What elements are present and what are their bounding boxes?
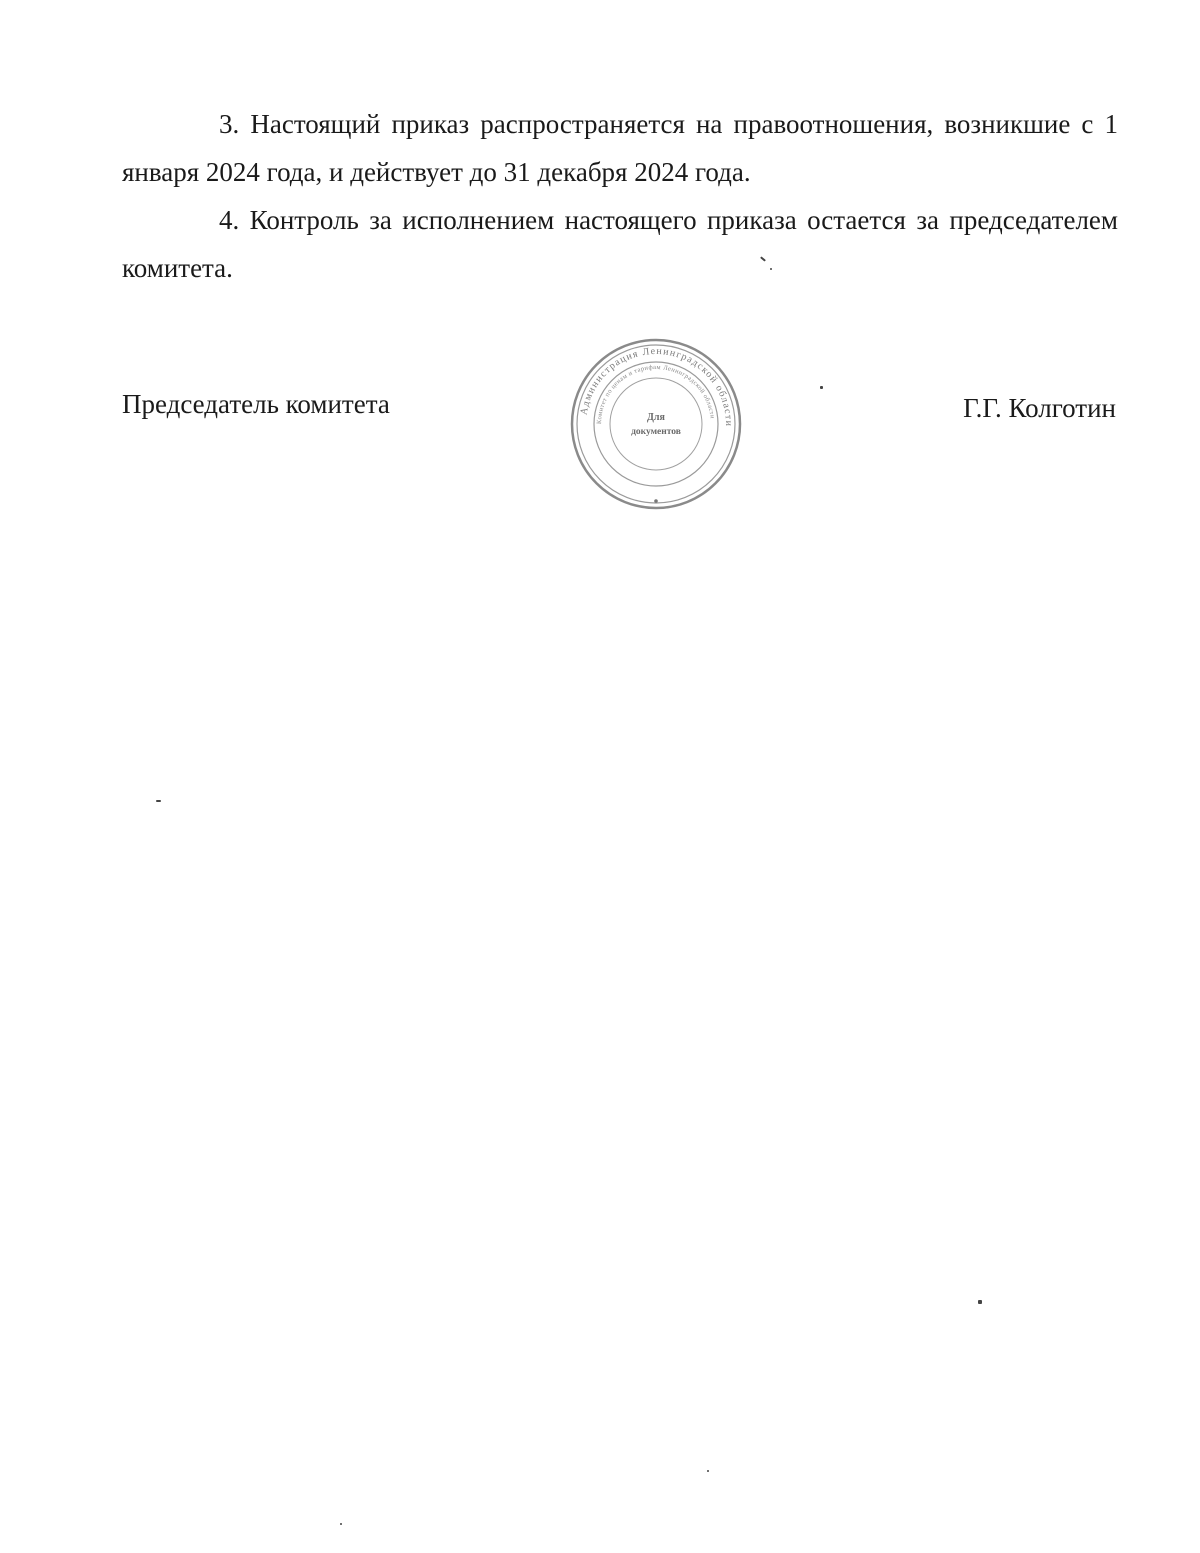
signer-name: Г.Г. Колготин xyxy=(963,393,1116,423)
seal-ring-outer-text: Администрация Ленинградской области xyxy=(578,345,735,428)
paragraph-4: 4. Контроль за исполнением настоящего приказа остается за председателем комитета. xyxy=(122,205,1118,283)
seal-ring-inner-text: Комитет по ценам и тарифам Ленинградской области xyxy=(595,363,716,425)
scan-speck xyxy=(770,268,772,270)
paragraph-3: 3. Настоящий приказ распространяется на правоотношения, возникшие с 1 января 2024 года, и действует до 31 декабря 2024 года. xyxy=(122,109,1118,187)
scan-speck xyxy=(156,800,161,802)
seal-center-line1: Для xyxy=(647,412,665,423)
official-seal-stamp xyxy=(568,336,744,512)
scan-speck xyxy=(820,386,823,389)
signer-title: Председатель комитета xyxy=(122,389,390,419)
scan-speck xyxy=(978,1300,982,1304)
scan-speck xyxy=(340,1523,342,1525)
scan-speck xyxy=(707,1470,709,1472)
signature-block xyxy=(0,330,1200,520)
seal-center-line2: документов xyxy=(631,427,681,437)
